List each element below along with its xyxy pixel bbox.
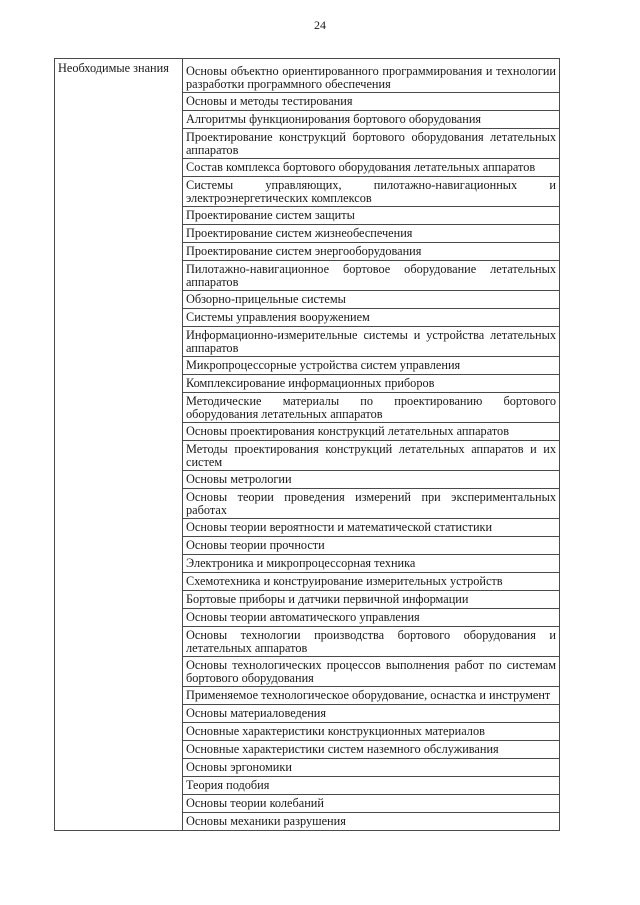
knowledge-item: Информационно-измерительные системы и устройства летательных аппаратов (183, 327, 560, 357)
knowledge-item: Системы управляющих, пилотажно-навигационных и электроэнергетических комплексов (183, 177, 560, 207)
knowledge-item: Методические материалы по проектированию бортового оборудования летательных аппаратов (183, 393, 560, 423)
knowledge-item: Основные характеристики систем наземного обслуживания (183, 741, 560, 759)
knowledge-item: Основы проектирования конструкций летательных аппаратов (183, 423, 560, 441)
knowledge-item: Алгоритмы функционирования бортового оборудования (183, 111, 560, 129)
knowledge-item: Микропроцессорные устройства систем управления (183, 357, 560, 375)
knowledge-item: Основы теории вероятности и математической статистики (183, 519, 560, 537)
knowledge-item: Основы объектно ориентированного программирования и технологии разработки программного обеспечения (183, 59, 560, 93)
table-body (55, 59, 560, 831)
knowledge-item: Обзорно-прицельные системы (183, 291, 560, 309)
knowledge-item: Применяемое технологическое оборудование, оснастка и инструмент (183, 687, 560, 705)
knowledge-item: Основы теории колебаний (183, 795, 560, 813)
knowledge-item: Основы технологических процессов выполнения работ по системам бортового оборудования (183, 657, 560, 687)
knowledge-item: Основы технологии производства бортового оборудования и летательных аппаратов (183, 627, 560, 657)
knowledge-item: Бортовые приборы и датчики первичной информации (183, 591, 560, 609)
knowledge-table (54, 58, 560, 831)
knowledge-item: Основы материаловедения (183, 705, 560, 723)
knowledge-item: Основы эргономики (183, 759, 560, 777)
knowledge-item: Основы теории автоматического управления (183, 609, 560, 627)
knowledge-item: Основы метрологии (183, 471, 560, 489)
knowledge-item: Комплексирование информационных приборов (183, 375, 560, 393)
knowledge-item: Проектирование систем энергооборудования (183, 243, 560, 261)
knowledge-item: Пилотажно-навигационное бортовое оборудование летательных аппаратов (183, 261, 560, 291)
knowledge-item: Основы механики разрушения (183, 813, 560, 831)
page-number: 24 (314, 18, 326, 32)
knowledge-item: Теория подобия (183, 777, 560, 795)
knowledge-item: Основы теории прочности (183, 537, 560, 555)
row-heading: Необходимые знания (55, 59, 183, 831)
knowledge-item: Схемотехника и конструирование измерительных устройств (183, 573, 560, 591)
table-row (55, 59, 560, 93)
knowledge-item: Основные характеристики конструкционных материалов (183, 723, 560, 741)
knowledge-item: Проектирование конструкций бортового оборудования летательных аппаратов (183, 129, 560, 159)
knowledge-item: Проектирование систем защиты (183, 207, 560, 225)
knowledge-item: Состав комплекса бортового оборудования летательных аппаратов (183, 159, 560, 177)
knowledge-item: Системы управления вооружением (183, 309, 560, 327)
knowledge-item: Основы теории проведения измерений при экспериментальных работах (183, 489, 560, 519)
knowledge-item: Методы проектирования конструкций летательных аппаратов и их систем (183, 441, 560, 471)
knowledge-item: Проектирование систем жизнеобеспечения (183, 225, 560, 243)
knowledge-item: Основы и методы тестирования (183, 93, 560, 111)
knowledge-item: Электроника и микропроцессорная техника (183, 555, 560, 573)
